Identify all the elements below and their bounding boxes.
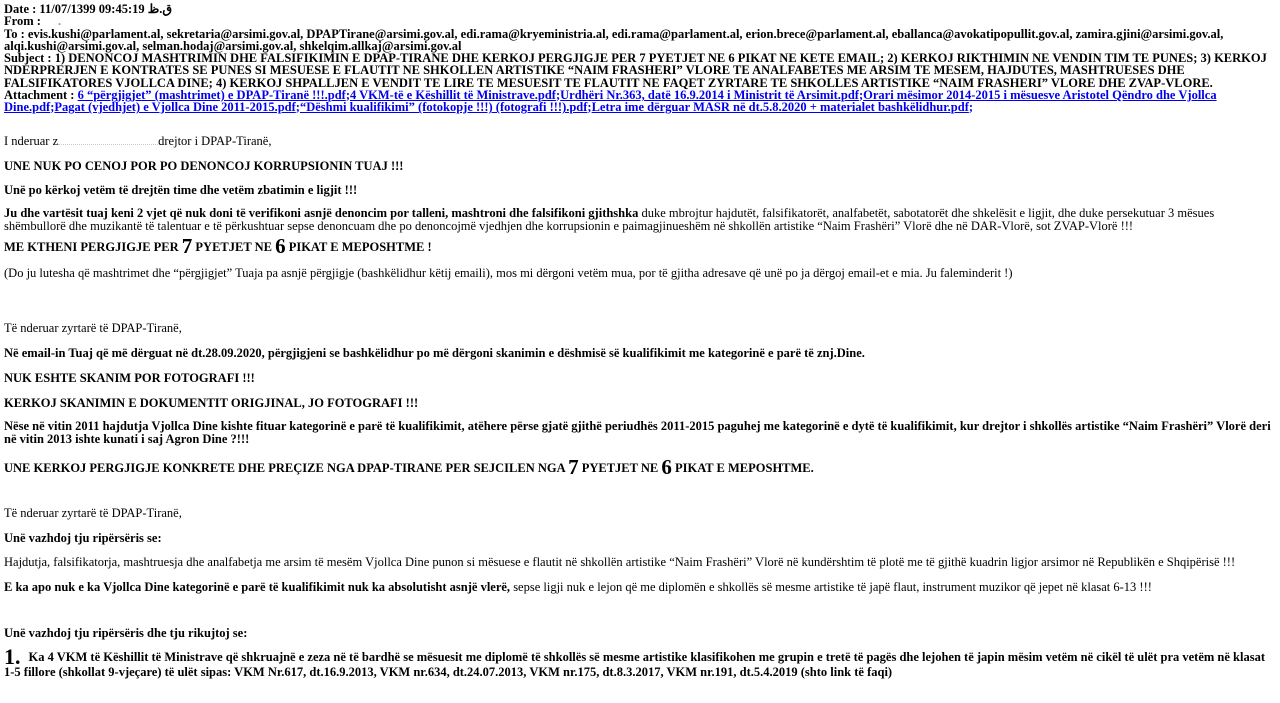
attachment-link[interactable]: Pagat (vjedhjet) e Vjollca Dine 2011-2015.pdf	[54, 100, 296, 115]
statement-repeat: Unë vazhdoj tju ripërsëris se:	[4, 530, 162, 545]
list-item-1-number: 1.	[4, 643, 21, 669]
big-number-6: 6	[275, 233, 286, 258]
paragraph-email-reply: Në email-in Tuaj që më dërguat në dt.28.09.2020, përgjigjeni se bashkëlidhur po më dërgoni skanimin e dëshmisë së kualifikimit me kategorinë e parë të znj.Dine.	[4, 346, 865, 361]
attachment-link[interactable]: 4 VKM-të e Këshillit të Ministrave.pdf	[349, 88, 556, 103]
paragraph-category-question: Nëse në vitin 2011 hajdutja Vjollca Dine kishte fituar kategorinë e parë të kualifikimit, atëhere përse gjatë gjithë periudhës 2011-2015 paguhej me kategorinë e dytë të kualifikimit, kur drejtor i shkollës artistike “Naim Frashëri” Vlorë deri në vitin 2013 ishte kunati i saj Agron Dine ?!!!	[4, 419, 1271, 446]
paragraph-request-cc: (Do ju lutesha që mashtrimet dhe “përgjigjet” Tuaja pa asnjë përgjigje (bashkëlidhur këtij emaili), mos mi dërgoni vetëm mua, por të gjitha adresave që unë po ja dërgoj email-et e mia. Ju faleminderit !)	[4, 266, 1013, 281]
attachment-separator: ;	[345, 88, 350, 103]
date-label: Date :	[4, 2, 37, 16]
attachment-link[interactable]: Urdhëri Nr.363, datë 16.9.2014 i Ministrit të Arsimit.pdf	[560, 88, 859, 103]
email-header	[4, 3, 1274, 114]
paragraph-category-worthless	[4, 581, 1274, 594]
category-rest: sepse ligji nuk e lejon që me diplomën e shkollës së mesme artistike të japë flaut, instrument muzikor që jepet në klasat 6-13 !!!	[510, 579, 1152, 594]
statement-denounce: UNE NUK PO CENOJ POR PO DENONCOJ KORRUPSIONIN TUAJ !!!	[4, 159, 404, 174]
attachment-separator: ;	[968, 100, 974, 115]
to-label: To :	[4, 26, 25, 41]
attachment-separator: ;	[555, 88, 561, 103]
from-label: From :	[4, 14, 41, 29]
big-number-7: 7	[181, 233, 193, 258]
salutation-post: drejtor i DPAP-Tiranë,	[158, 133, 272, 148]
greeting-officials: Të nderuar zyrtarë të DPAP-Tiranë,	[4, 320, 182, 335]
paragraph-employment-violation: Hajdutja, falsifikatorja, mashtruesja dhe analfabetja me arsim të mesëm Vjollca Dine punon si mësuese e flautit në shkollën artistike “Naim Frashëri” Vlorë në kundërshtim të plotë me të gjithë kuadrin ligjor arsimor në Republikën e Shqipërisë !!!	[4, 555, 1236, 570]
email-date-line	[4, 3, 1274, 15]
subject-label: Subject :	[4, 51, 52, 66]
heading-7-questions	[4, 233, 1274, 258]
heading1-text: PYETJET NE	[192, 239, 276, 254]
list-item-1	[4, 643, 1274, 680]
attachment-separator: ;	[295, 100, 300, 115]
subject-value: 1) DENONCOJ MASHTRIMIN DHE FALSIFIKIMIN E DPAP-TIRANE DHE KERKOJ PERGJIGJE PER 7 PYETJET NE 6 PIKAT NE KETE EMAIL; 2) KERKOJ RIKTHIMIN NE VENDIN TIM TE PUNES; 3) KERKOJ NDERPRERJEN E KONTRATES SE PUNES SI MESUESE E FLAUTIT NE SHKOLLEN ARTISTIKE “NAIM FRASHERI” VLORE TE ANALFABETES ME ARSIM TE MESEM, HAJDUTES, MASHTRUESES DHE FALSIFIKATORES VJOLLCA DINE; 4) KERKOJ SHPALLJEN E VENDIT TE LIRE TE MESUESIT TE FLAUTIT NE FAQET ZYRTARE TE SHKOLLES ARTISTIKE “NAIM FRASHERI” VLORE DHE ZVAP-VLORE.	[4, 51, 1267, 90]
statement-rights: Unë po kërkoj vetëm të drejtën time dhe vetëm zbatimin e ligjit !!!	[4, 182, 358, 197]
statement-request-scan: KERKOJ SKANIMIN E DOKUMENTIT ORIGJINAL, JO FOTOGRAFI !!!	[4, 395, 419, 410]
big-number-7: 7	[568, 455, 579, 480]
greeting-officials: Të nderuar zyrtarë të DPAP-Tiranë,	[4, 505, 182, 520]
big-number-6: 6	[661, 455, 672, 480]
heading2-text: UNE KERKOJ PERGJIGJE KONKRETE DHE PREÇIZE NGA DPAP-TIRANE PER SEJCILEN NGA	[4, 461, 569, 476]
list-item-1-text: Ka 4 VKM të Këshillit të Ministrave që shkruajnë e zeza në të bardhë se mësuesit me diplomë të shkollës së mesme artistike klasifikohen me grupin e tretë të pagës dhe lejohen të japin mësim vetëm në cikël të ulët pra vetëm në klasat 1-5	[4, 649, 1266, 679]
attachment-link[interactable]: “Dëshmi kualifikimi” (fotokopje !!!) (fotografi !!!).pdf	[299, 100, 588, 115]
attachment-separator: ;	[50, 100, 55, 115]
attachment-link[interactable]: 6 “përgjigjet” (mashtrimet) e DPAP-Tiranë !!!.pdf	[77, 88, 346, 103]
attachment-link[interactable]: Orari mësimor 2014-2015 i mësuesve Aristotel Qëndro dhe Vjollca Dine.pdf	[4, 88, 1217, 115]
statement-not-scan: NUK ESHTE SKANIM POR FOTOGRAFI !!!	[4, 371, 255, 386]
heading2-text: PYETJET NE	[578, 461, 662, 476]
statement-repeat-remind: Unë vazhdoj tju ripërsëris dhe tju rikujtoj se:	[4, 626, 248, 641]
email-subject-line	[4, 52, 1274, 89]
heading1-text: PIKAT E MEPOSHTME !	[285, 239, 432, 254]
paragraph-accusation	[4, 207, 1274, 232]
heading-concrete-answers	[4, 455, 1274, 480]
from-value: .	[58, 14, 62, 29]
email-body	[4, 134, 1274, 680]
heading2-text: PIKAT E MEPOSHTME.	[671, 461, 814, 476]
redacted-name	[58, 134, 158, 145]
salutation-pre: I nderuar z	[4, 133, 59, 148]
attachment-separator: ;	[587, 100, 592, 115]
list-item-1-continuation: fillore (shkollat 9-vjeçare) të ulët sipas: VKM Nr.617, dt.16.9.2013, VKM nr.634, dt.24.07.2013, VKM nr.175, dt.8.3.2017, VKM nr.191, dt.5.4.2019 (shto link të faqi)	[23, 664, 893, 679]
attachment-separator: ;	[858, 88, 864, 103]
email-to-line	[4, 28, 1274, 53]
accusation-bold: Ju dhe vartësit tuaj keni 2 vjet që nuk doni të verifikoni asnjë denoncim por talleni, mashtroni dhe falsifikoni gjithshka	[4, 206, 639, 221]
attachment-link[interactable]: Letra ime dërguar MASR në dt.5.8.2020 + materialet bashkëlidhur.pdf	[591, 100, 969, 115]
heading1-text: ME KTHENI PERGJIGJE PER	[4, 239, 182, 254]
to-value: evis.kushi@parlament.al, sekretaria@arsimi.gov.al, DPAPTirane@arsimi.gov.al, edi.rama@kryeministria.al, edi.rama@parlament.al, erion.brece@parlament.al, eballanca@avokatipopullit.gov.al, zamira.gjini@arsimi.gov.al, alqi.kushi@arsimi.gov.al, selman.hodaj@arsimi.gov.al, shkelqim.allkaj@arsimi.gov.al	[4, 26, 1224, 53]
date-value: 11/07/1399 09:45:19 ق.ظ	[39, 2, 173, 16]
category-bold: E ka apo nuk e ka Vjollca Dine kategorinë e parë të kualifikimit nuk ka absolutisht asnjë vlerë,	[4, 579, 511, 594]
from-redacted	[44, 17, 58, 25]
attachment-label: Attachment :	[4, 88, 75, 103]
email-attachment-line	[4, 89, 1274, 114]
salutation-line	[4, 134, 1274, 148]
accusation-rest: duke mbrojtur hajdutët, falsifikatorët, analfabetët, sabotatorët dhe shkelësit e ligjit, dhe duke persekutuar 3 mësues shëmbullorë dhe muzikantë të talentuar e të përkushtuar sepse denoncuam dhe po denoncojmë vjedhjen dhe korrupsionin e paimagjinueshëm në shkollën artistike “Naim Frashëri” Vlorë dhe në DAR-Vlorë, sot ZVAP-Vlorë !!!	[4, 206, 1215, 234]
